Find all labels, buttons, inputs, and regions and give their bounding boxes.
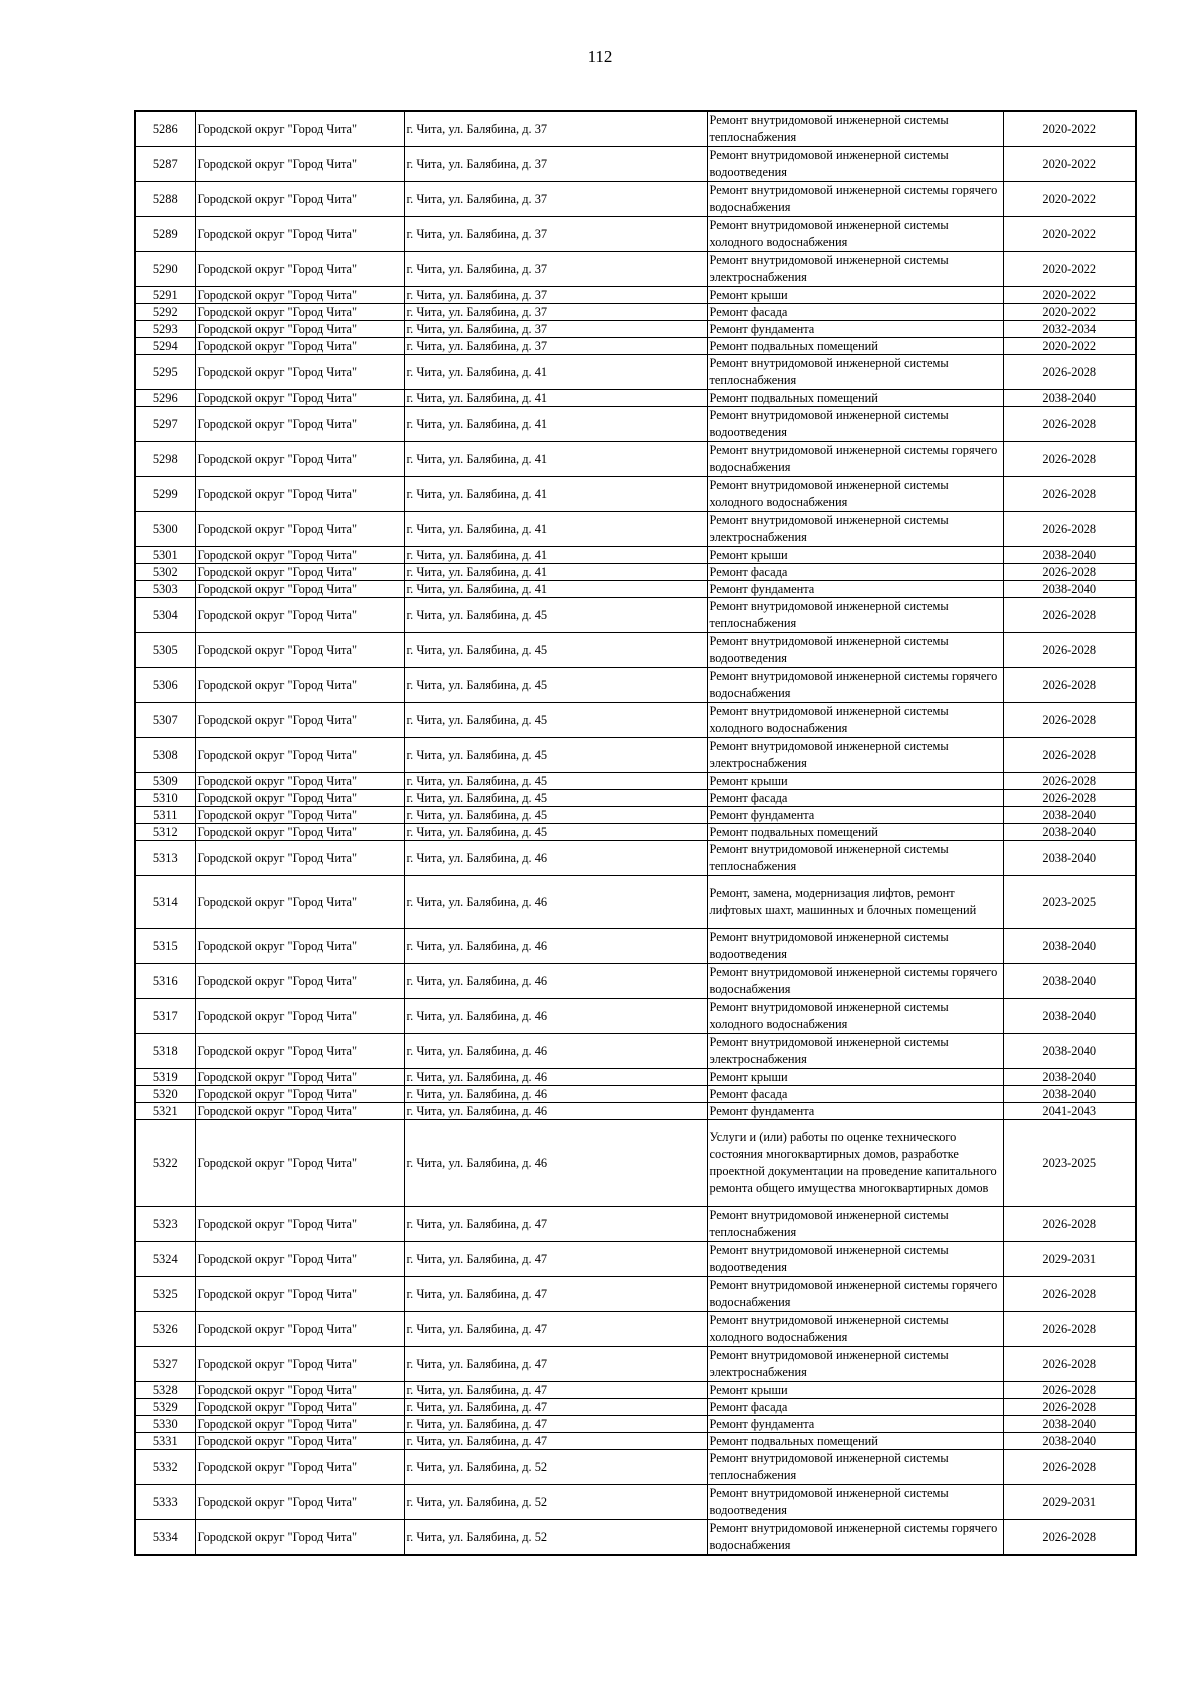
municipality-cell: Городской округ "Город Чита" <box>195 1450 404 1485</box>
municipality-cell: Городской округ "Город Чита" <box>195 407 404 442</box>
work-type-cell: Ремонт внутридомовой инженерной системы теплоснабжения <box>707 111 1003 147</box>
row-number-cell: 5298 <box>135 442 195 477</box>
work-type-cell: Услуги и (или) работы по оценке технического состояния многоквартирных домов, разработке проектной документации на проведение капитального ремонта общего имущества многоквартирных домов <box>707 1120 1003 1207</box>
period-cell: 2026-2028 <box>1003 773 1136 790</box>
municipality-cell: Городской округ "Город Чита" <box>195 182 404 217</box>
period-cell: 2026-2028 <box>1003 1312 1136 1347</box>
row-number-cell: 5311 <box>135 807 195 824</box>
period-cell: 2026-2028 <box>1003 355 1136 390</box>
row-number-cell: 5326 <box>135 1312 195 1347</box>
work-type-cell: Ремонт внутридомовой инженерной системы горячего водоснабжения <box>707 442 1003 477</box>
address-cell: г. Чита, ул. Балябина, д. 37 <box>404 304 707 321</box>
address-cell: г. Чита, ул. Балябина, д. 37 <box>404 321 707 338</box>
table-row <box>135 581 1136 598</box>
work-type-cell: Ремонт подвальных помещений <box>707 1433 1003 1450</box>
address-cell: г. Чита, ул. Балябина, д. 45 <box>404 633 707 668</box>
table-row <box>135 1034 1136 1069</box>
work-type-cell: Ремонт фундамента <box>707 321 1003 338</box>
municipality-cell: Городской округ "Город Чита" <box>195 1069 404 1086</box>
row-number-cell: 5332 <box>135 1450 195 1485</box>
work-type-cell: Ремонт внутридомовой инженерной системы холодного водоснабжения <box>707 1312 1003 1347</box>
work-type-cell: Ремонт, замена, модернизация лифтов, ремонт лифтовых шахт, машинных и блочных помещений <box>707 876 1003 929</box>
municipality-cell: Городской округ "Город Чита" <box>195 287 404 304</box>
period-cell: 2026-2028 <box>1003 1399 1136 1416</box>
table-row <box>135 807 1136 824</box>
address-cell: г. Чита, ул. Балябина, д. 47 <box>404 1277 707 1312</box>
period-cell: 2038-2040 <box>1003 824 1136 841</box>
work-type-cell: Ремонт внутридомовой инженерной системы водоотведения <box>707 1242 1003 1277</box>
table-row <box>135 1242 1136 1277</box>
table-row <box>135 355 1136 390</box>
work-type-cell: Ремонт крыши <box>707 773 1003 790</box>
period-cell: 2026-2028 <box>1003 442 1136 477</box>
address-cell: г. Чита, ул. Балябина, д. 37 <box>404 217 707 252</box>
work-type-cell: Ремонт внутридомовой инженерной системы электроснабжения <box>707 252 1003 287</box>
address-cell: г. Чита, ул. Балябина, д. 47 <box>404 1433 707 1450</box>
address-cell: г. Чита, ул. Балябина, д. 45 <box>404 668 707 703</box>
address-cell: г. Чита, ул. Балябина, д. 41 <box>404 390 707 407</box>
address-cell: г. Чита, ул. Балябина, д. 46 <box>404 964 707 999</box>
address-cell: г. Чита, ул. Балябина, д. 47 <box>404 1207 707 1242</box>
row-number-cell: 5312 <box>135 824 195 841</box>
work-type-cell: Ремонт внутридомовой инженерной системы водоотведения <box>707 1485 1003 1520</box>
municipality-cell: Городской округ "Город Чита" <box>195 929 404 964</box>
period-cell: 2026-2028 <box>1003 1520 1136 1556</box>
work-type-cell: Ремонт внутридомовой инженерной системы электроснабжения <box>707 512 1003 547</box>
municipality-cell: Городской округ "Город Чита" <box>195 598 404 633</box>
work-type-cell: Ремонт подвальных помещений <box>707 338 1003 355</box>
table-row <box>135 1103 1136 1120</box>
address-cell: г. Чита, ул. Балябина, д. 41 <box>404 407 707 442</box>
table-row <box>135 338 1136 355</box>
work-type-cell: Ремонт внутридомовой инженерной системы теплоснабжения <box>707 355 1003 390</box>
address-cell: г. Чита, ул. Балябина, д. 47 <box>404 1399 707 1416</box>
table-row <box>135 1416 1136 1433</box>
municipality-cell: Городской округ "Город Чита" <box>195 633 404 668</box>
municipality-cell: Городской округ "Город Чита" <box>195 1399 404 1416</box>
row-number-cell: 5327 <box>135 1347 195 1382</box>
period-cell: 2020-2022 <box>1003 252 1136 287</box>
table-row <box>135 1399 1136 1416</box>
address-cell: г. Чита, ул. Балябина, д. 37 <box>404 182 707 217</box>
period-cell: 2026-2028 <box>1003 598 1136 633</box>
period-cell: 2038-2040 <box>1003 1069 1136 1086</box>
address-cell: г. Чита, ул. Балябина, д. 52 <box>404 1450 707 1485</box>
row-number-cell: 5292 <box>135 304 195 321</box>
row-number-cell: 5305 <box>135 633 195 668</box>
municipality-cell: Городской округ "Город Чита" <box>195 1347 404 1382</box>
table-row <box>135 564 1136 581</box>
municipality-cell: Городской округ "Город Чита" <box>195 773 404 790</box>
address-cell: г. Чита, ул. Балябина, д. 47 <box>404 1416 707 1433</box>
row-number-cell: 5304 <box>135 598 195 633</box>
table-row <box>135 1207 1136 1242</box>
row-number-cell: 5291 <box>135 287 195 304</box>
work-type-cell: Ремонт крыши <box>707 287 1003 304</box>
address-cell: г. Чита, ул. Балябина, д. 47 <box>404 1242 707 1277</box>
municipality-cell: Городской округ "Город Чита" <box>195 304 404 321</box>
row-number-cell: 5320 <box>135 1086 195 1103</box>
row-number-cell: 5293 <box>135 321 195 338</box>
address-cell: г. Чита, ул. Балябина, д. 46 <box>404 1120 707 1207</box>
work-type-cell: Ремонт внутридомовой инженерной системы холодного водоснабжения <box>707 999 1003 1034</box>
table-row <box>135 1086 1136 1103</box>
municipality-cell: Городской округ "Город Чита" <box>195 1520 404 1556</box>
municipality-cell: Городской округ "Город Чита" <box>195 668 404 703</box>
row-number-cell: 5318 <box>135 1034 195 1069</box>
row-number-cell: 5301 <box>135 547 195 564</box>
row-number-cell: 5286 <box>135 111 195 147</box>
municipality-cell: Городской округ "Город Чита" <box>195 564 404 581</box>
municipality-cell: Городской округ "Город Чита" <box>195 1382 404 1399</box>
row-number-cell: 5287 <box>135 147 195 182</box>
address-cell: г. Чита, ул. Балябина, д. 37 <box>404 111 707 147</box>
municipality-cell: Городской округ "Город Чита" <box>195 1103 404 1120</box>
period-cell: 2026-2028 <box>1003 633 1136 668</box>
municipality-cell: Городской округ "Город Чита" <box>195 1120 404 1207</box>
work-type-cell: Ремонт крыши <box>707 1069 1003 1086</box>
period-cell: 2020-2022 <box>1003 304 1136 321</box>
period-cell: 2041-2043 <box>1003 1103 1136 1120</box>
period-cell: 2026-2028 <box>1003 512 1136 547</box>
page-number: 112 <box>587 47 613 66</box>
table-row <box>135 999 1136 1034</box>
address-cell: г. Чита, ул. Балябина, д. 41 <box>404 442 707 477</box>
address-cell: г. Чита, ул. Балябина, д. 45 <box>404 598 707 633</box>
table-row <box>135 1069 1136 1086</box>
work-type-cell: Ремонт внутридомовой инженерной системы теплоснабжения <box>707 1207 1003 1242</box>
period-cell: 2026-2028 <box>1003 1207 1136 1242</box>
municipality-cell: Городской округ "Город Чита" <box>195 703 404 738</box>
work-type-cell: Ремонт внутридомовой инженерной системы электроснабжения <box>707 1347 1003 1382</box>
municipality-cell: Городской округ "Город Чита" <box>195 252 404 287</box>
row-number-cell: 5288 <box>135 182 195 217</box>
period-cell: 2026-2028 <box>1003 1450 1136 1485</box>
period-cell: 2026-2028 <box>1003 668 1136 703</box>
row-number-cell: 5323 <box>135 1207 195 1242</box>
address-cell: г. Чита, ул. Балябина, д. 46 <box>404 1086 707 1103</box>
table-row <box>135 147 1136 182</box>
work-type-cell: Ремонт фасада <box>707 304 1003 321</box>
table-row <box>135 1485 1136 1520</box>
address-cell: г. Чита, ул. Балябина, д. 46 <box>404 876 707 929</box>
table-row <box>135 841 1136 876</box>
period-cell: 2026-2028 <box>1003 407 1136 442</box>
row-number-cell: 5334 <box>135 1520 195 1556</box>
work-type-cell: Ремонт фасада <box>707 564 1003 581</box>
work-type-cell: Ремонт внутридомовой инженерной системы горячего водоснабжения <box>707 668 1003 703</box>
work-type-cell: Ремонт фасада <box>707 1399 1003 1416</box>
municipality-cell: Городской округ "Город Чита" <box>195 581 404 598</box>
address-cell: г. Чита, ул. Балябина, д. 41 <box>404 477 707 512</box>
row-number-cell: 5315 <box>135 929 195 964</box>
period-cell: 2020-2022 <box>1003 147 1136 182</box>
row-number-cell: 5289 <box>135 217 195 252</box>
address-cell: г. Чита, ул. Балябина, д. 41 <box>404 564 707 581</box>
municipality-cell: Городской округ "Город Чита" <box>195 390 404 407</box>
work-type-cell: Ремонт внутридомовой инженерной системы теплоснабжения <box>707 1450 1003 1485</box>
work-type-cell: Ремонт внутридомовой инженерной системы электроснабжения <box>707 738 1003 773</box>
work-type-cell: Ремонт фундамента <box>707 1416 1003 1433</box>
period-cell: 2038-2040 <box>1003 929 1136 964</box>
table-row <box>135 1450 1136 1485</box>
address-cell: г. Чита, ул. Балябина, д. 41 <box>404 512 707 547</box>
row-number-cell: 5300 <box>135 512 195 547</box>
municipality-cell: Городской округ "Город Чита" <box>195 321 404 338</box>
work-type-cell: Ремонт внутридомовой инженерной системы водоотведения <box>707 633 1003 668</box>
period-cell: 2038-2040 <box>1003 547 1136 564</box>
address-cell: г. Чита, ул. Балябина, д. 45 <box>404 807 707 824</box>
municipality-cell: Городской округ "Город Чита" <box>195 1416 404 1433</box>
repair-schedule-table <box>134 110 1137 1556</box>
work-type-cell: Ремонт внутридомовой инженерной системы теплоснабжения <box>707 841 1003 876</box>
row-number-cell: 5324 <box>135 1242 195 1277</box>
table-row <box>135 407 1136 442</box>
period-cell: 2020-2022 <box>1003 111 1136 147</box>
address-cell: г. Чита, ул. Балябина, д. 52 <box>404 1520 707 1556</box>
address-cell: г. Чита, ул. Балябина, д. 37 <box>404 338 707 355</box>
period-cell: 2020-2022 <box>1003 182 1136 217</box>
municipality-cell: Городской округ "Город Чита" <box>195 841 404 876</box>
work-type-cell: Ремонт подвальных помещений <box>707 824 1003 841</box>
work-type-cell: Ремонт фундамента <box>707 1103 1003 1120</box>
municipality-cell: Городской округ "Город Чита" <box>195 807 404 824</box>
work-type-cell: Ремонт внутридомовой инженерной системы горячего водоснабжения <box>707 964 1003 999</box>
municipality-cell: Городской округ "Город Чита" <box>195 1034 404 1069</box>
address-cell: г. Чита, ул. Балябина, д. 45 <box>404 790 707 807</box>
row-number-cell: 5290 <box>135 252 195 287</box>
municipality-cell: Городской округ "Город Чита" <box>195 147 404 182</box>
table-row <box>135 111 1136 147</box>
work-type-cell: Ремонт фундамента <box>707 581 1003 598</box>
period-cell: 2038-2040 <box>1003 581 1136 598</box>
row-number-cell: 5303 <box>135 581 195 598</box>
municipality-cell: Городской округ "Город Чита" <box>195 1207 404 1242</box>
row-number-cell: 5330 <box>135 1416 195 1433</box>
municipality-cell: Городской округ "Город Чита" <box>195 1312 404 1347</box>
row-number-cell: 5328 <box>135 1382 195 1399</box>
row-number-cell: 5310 <box>135 790 195 807</box>
address-cell: г. Чита, ул. Балябина, д. 46 <box>404 999 707 1034</box>
work-type-cell: Ремонт внутридомовой инженерной системы электроснабжения <box>707 1034 1003 1069</box>
period-cell: 2038-2040 <box>1003 1416 1136 1433</box>
municipality-cell: Городской округ "Город Чита" <box>195 1277 404 1312</box>
row-number-cell: 5299 <box>135 477 195 512</box>
period-cell: 2026-2028 <box>1003 1277 1136 1312</box>
municipality-cell: Городской округ "Город Чита" <box>195 1433 404 1450</box>
period-cell: 2038-2040 <box>1003 1086 1136 1103</box>
table-row <box>135 1433 1136 1450</box>
table-row <box>135 512 1136 547</box>
table-row <box>135 287 1136 304</box>
row-number-cell: 5333 <box>135 1485 195 1520</box>
row-number-cell: 5306 <box>135 668 195 703</box>
table-row <box>135 390 1136 407</box>
table-row <box>135 1347 1136 1382</box>
table-row <box>135 773 1136 790</box>
row-number-cell: 5296 <box>135 390 195 407</box>
address-cell: г. Чита, ул. Балябина, д. 41 <box>404 355 707 390</box>
municipality-cell: Городской округ "Город Чита" <box>195 512 404 547</box>
period-cell: 2038-2040 <box>1003 807 1136 824</box>
row-number-cell: 5316 <box>135 964 195 999</box>
table-row <box>135 703 1136 738</box>
table-row <box>135 1120 1136 1207</box>
municipality-cell: Городской округ "Город Чита" <box>195 1242 404 1277</box>
work-type-cell: Ремонт внутридомовой инженерной системы водоотведения <box>707 929 1003 964</box>
row-number-cell: 5295 <box>135 355 195 390</box>
period-cell: 2038-2040 <box>1003 841 1136 876</box>
table-row <box>135 633 1136 668</box>
table-row <box>135 929 1136 964</box>
period-cell: 2020-2022 <box>1003 287 1136 304</box>
municipality-cell: Городской округ "Город Чита" <box>195 876 404 929</box>
table-row <box>135 876 1136 929</box>
period-cell: 2023-2025 <box>1003 876 1136 929</box>
address-cell: г. Чита, ул. Балябина, д. 45 <box>404 738 707 773</box>
table-row <box>135 1312 1136 1347</box>
period-cell: 2026-2028 <box>1003 790 1136 807</box>
municipality-cell: Городской округ "Город Чита" <box>195 217 404 252</box>
period-cell: 2026-2028 <box>1003 738 1136 773</box>
work-type-cell: Ремонт фундамента <box>707 807 1003 824</box>
address-cell: г. Чита, ул. Балябина, д. 46 <box>404 1103 707 1120</box>
period-cell: 2026-2028 <box>1003 1382 1136 1399</box>
table-row <box>135 304 1136 321</box>
row-number-cell: 5329 <box>135 1399 195 1416</box>
table-row <box>135 547 1136 564</box>
table-row <box>135 738 1136 773</box>
municipality-cell: Городской округ "Город Чита" <box>195 738 404 773</box>
table-row <box>135 217 1136 252</box>
municipality-cell: Городской округ "Город Чита" <box>195 442 404 477</box>
work-type-cell: Ремонт крыши <box>707 547 1003 564</box>
row-number-cell: 5309 <box>135 773 195 790</box>
address-cell: г. Чита, ул. Балябина, д. 41 <box>404 581 707 598</box>
address-cell: г. Чита, ул. Балябина, д. 41 <box>404 547 707 564</box>
address-cell: г. Чита, ул. Балябина, д. 37 <box>404 252 707 287</box>
municipality-cell: Городской округ "Город Чита" <box>195 477 404 512</box>
row-number-cell: 5313 <box>135 841 195 876</box>
row-number-cell: 5325 <box>135 1277 195 1312</box>
municipality-cell: Городской округ "Город Чита" <box>195 999 404 1034</box>
work-type-cell: Ремонт внутридомовой инженерной системы водоотведения <box>707 147 1003 182</box>
address-cell: г. Чита, ул. Балябина, д. 47 <box>404 1382 707 1399</box>
work-type-cell: Ремонт внутридомовой инженерной системы горячего водоснабжения <box>707 182 1003 217</box>
period-cell: 2026-2028 <box>1003 564 1136 581</box>
table-row <box>135 668 1136 703</box>
address-cell: г. Чита, ул. Балябина, д. 45 <box>404 824 707 841</box>
table-row <box>135 182 1136 217</box>
work-type-cell: Ремонт внутридомовой инженерной системы холодного водоснабжения <box>707 217 1003 252</box>
address-cell: г. Чита, ул. Балябина, д. 37 <box>404 287 707 304</box>
address-cell: г. Чита, ул. Балябина, д. 46 <box>404 929 707 964</box>
address-cell: г. Чита, ул. Балябина, д. 45 <box>404 773 707 790</box>
row-number-cell: 5294 <box>135 338 195 355</box>
address-cell: г. Чита, ул. Балябина, д. 46 <box>404 841 707 876</box>
work-type-cell: Ремонт крыши <box>707 1382 1003 1399</box>
municipality-cell: Городской округ "Город Чита" <box>195 824 404 841</box>
table-row <box>135 1520 1136 1556</box>
period-cell: 2038-2040 <box>1003 1034 1136 1069</box>
address-cell: г. Чита, ул. Балябина, д. 47 <box>404 1347 707 1382</box>
municipality-cell: Городской округ "Город Чита" <box>195 1086 404 1103</box>
table-row <box>135 252 1136 287</box>
work-type-cell: Ремонт внутридомовой инженерной системы горячего водоснабжения <box>707 1277 1003 1312</box>
municipality-cell: Городской округ "Город Чита" <box>195 1485 404 1520</box>
address-cell: г. Чита, ул. Балябина, д. 46 <box>404 1034 707 1069</box>
row-number-cell: 5297 <box>135 407 195 442</box>
address-cell: г. Чита, ул. Балябина, д. 37 <box>404 147 707 182</box>
period-cell: 2038-2040 <box>1003 964 1136 999</box>
period-cell: 2020-2022 <box>1003 217 1136 252</box>
table-row <box>135 598 1136 633</box>
row-number-cell: 5302 <box>135 564 195 581</box>
work-type-cell: Ремонт внутридомовой инженерной системы горячего водоснабжения <box>707 1520 1003 1556</box>
period-cell: 2026-2028 <box>1003 477 1136 512</box>
work-type-cell: Ремонт фасада <box>707 1086 1003 1103</box>
period-cell: 2029-2031 <box>1003 1485 1136 1520</box>
address-cell: г. Чита, ул. Балябина, д. 46 <box>404 1069 707 1086</box>
period-cell: 2038-2040 <box>1003 999 1136 1034</box>
work-type-cell: Ремонт внутридомовой инженерной системы теплоснабжения <box>707 598 1003 633</box>
municipality-cell: Городской округ "Город Чита" <box>195 547 404 564</box>
table-row <box>135 1382 1136 1399</box>
row-number-cell: 5308 <box>135 738 195 773</box>
period-cell: 2032-2034 <box>1003 321 1136 338</box>
period-cell: 2023-2025 <box>1003 1120 1136 1207</box>
row-number-cell: 5321 <box>135 1103 195 1120</box>
municipality-cell: Городской округ "Город Чита" <box>195 338 404 355</box>
municipality-cell: Городской округ "Город Чита" <box>195 355 404 390</box>
work-type-cell: Ремонт внутридомовой инженерной системы холодного водоснабжения <box>707 477 1003 512</box>
period-cell: 2038-2040 <box>1003 1433 1136 1450</box>
table-row <box>135 1277 1136 1312</box>
work-type-cell: Ремонт подвальных помещений <box>707 390 1003 407</box>
table-body <box>135 111 1136 1555</box>
row-number-cell: 5322 <box>135 1120 195 1207</box>
period-cell: 2020-2022 <box>1003 338 1136 355</box>
period-cell: 2038-2040 <box>1003 390 1136 407</box>
period-cell: 2029-2031 <box>1003 1242 1136 1277</box>
table-row <box>135 477 1136 512</box>
address-cell: г. Чита, ул. Балябина, д. 45 <box>404 703 707 738</box>
municipality-cell: Городской округ "Город Чита" <box>195 790 404 807</box>
table-row <box>135 442 1136 477</box>
municipality-cell: Городской округ "Город Чита" <box>195 111 404 147</box>
period-cell: 2026-2028 <box>1003 1347 1136 1382</box>
table-row <box>135 964 1136 999</box>
row-number-cell: 5307 <box>135 703 195 738</box>
period-cell: 2026-2028 <box>1003 703 1136 738</box>
address-cell: г. Чита, ул. Балябина, д. 47 <box>404 1312 707 1347</box>
table-row <box>135 790 1136 807</box>
row-number-cell: 5331 <box>135 1433 195 1450</box>
work-type-cell: Ремонт фасада <box>707 790 1003 807</box>
table-row <box>135 824 1136 841</box>
row-number-cell: 5314 <box>135 876 195 929</box>
municipality-cell: Городской округ "Город Чита" <box>195 964 404 999</box>
address-cell: г. Чита, ул. Балябина, д. 52 <box>404 1485 707 1520</box>
work-type-cell: Ремонт внутридомовой инженерной системы холодного водоснабжения <box>707 703 1003 738</box>
row-number-cell: 5319 <box>135 1069 195 1086</box>
work-type-cell: Ремонт внутридомовой инженерной системы водоотведения <box>707 407 1003 442</box>
table-row <box>135 321 1136 338</box>
row-number-cell: 5317 <box>135 999 195 1034</box>
